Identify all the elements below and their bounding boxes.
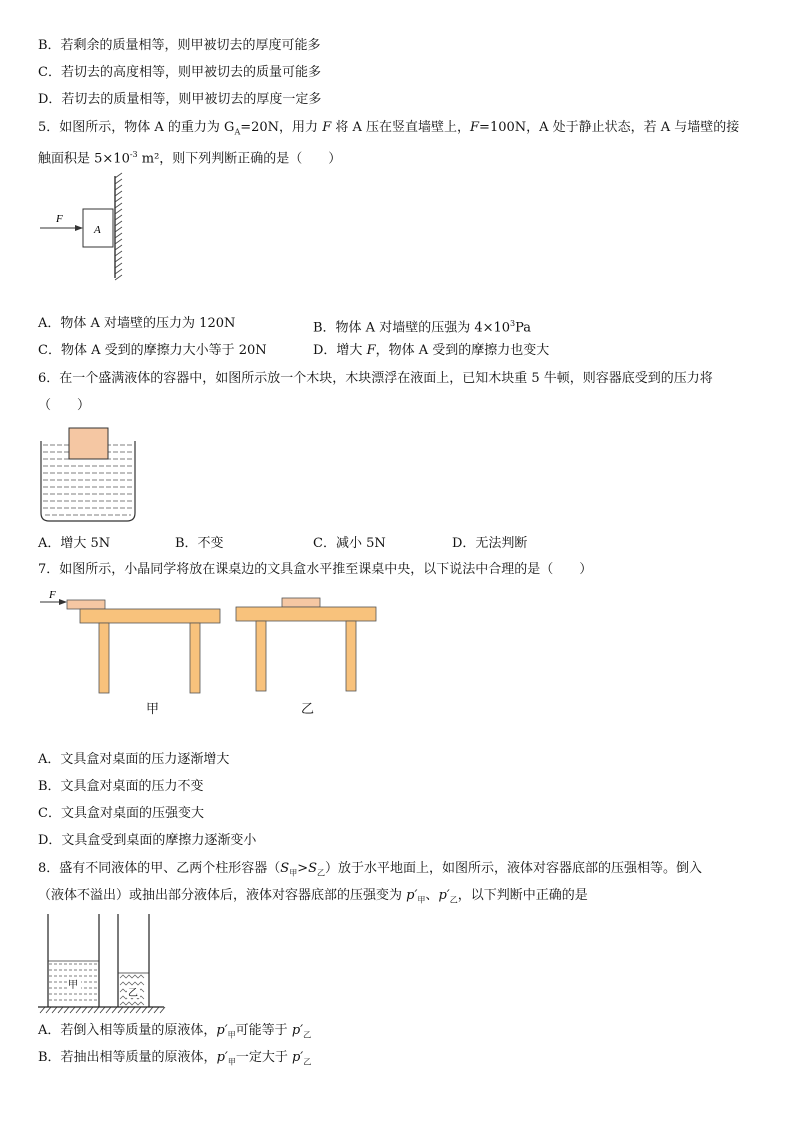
container-yi bbox=[118, 914, 149, 1007]
q4-option-b: B．若剩余的质量相等，则甲被切去的厚度可能多 bbox=[38, 38, 321, 53]
desk-yi bbox=[236, 598, 376, 691]
q7-option-c: C．文具盒对桌面的压强变大 bbox=[38, 806, 204, 821]
q8-containers-diagram bbox=[36, 912, 168, 1016]
q4-option-d: D．若切去的质量相等，则甲被切去的厚度一定多 bbox=[38, 92, 322, 107]
pencil-box-yi bbox=[282, 598, 320, 607]
desk-jia bbox=[67, 600, 220, 693]
label-jia: 甲 bbox=[68, 980, 78, 991]
q6-stem-line2: （ ） bbox=[38, 398, 91, 413]
q5-stem-line1: 5．如图所示，物体 A 的重力为 $G_A=20N$，用力 F 将 A 压在竖直墙壁上，F=100N，A 处于静止状态，若 A 与墙壁的接 bbox=[38, 120, 740, 137]
q6-container-diagram bbox=[38, 425, 138, 525]
label-a: A bbox=[94, 224, 101, 236]
pencil-box-jia bbox=[67, 600, 105, 609]
container-jia bbox=[48, 914, 99, 1007]
q8-stem-line2: （液体不溢出）或抽出部分液体后，液体对容器底部的压强变为 $p'_甲$、$p'_乙$，以下判断中正确的是 bbox=[38, 888, 588, 905]
caption-yi: 乙 bbox=[301, 702, 315, 717]
q4-option-c: C．若切去的高度相等，则甲被切去的质量可能多 bbox=[38, 65, 321, 80]
q5-option-b: B．物体 A 对墙壁的压强为 $4\times 10^3Pa$ bbox=[313, 319, 532, 336]
q5-wall-diagram bbox=[36, 172, 136, 282]
label-f: F bbox=[49, 589, 56, 601]
q7-option-d: D．文具盒受到桌面的摩擦力逐渐变小 bbox=[38, 833, 257, 848]
q7-stem: 7．如图所示，小晶同学将放在课桌边的文具盒水平推至课桌中央，以下说法中合理的是（ ） bbox=[38, 562, 593, 577]
q8-stem-line1: 8．盛有不同液体的甲、乙两个柱形容器$(S_甲>S_乙)$放于水平地面上，如图所示，液体对容器底部的压强相等。倒入 bbox=[38, 861, 703, 878]
q5-stem-line2: 触面积是 $5\times 10^{-3}$ m²，则下列判断正确的是（ ） bbox=[38, 150, 342, 167]
q7-option-a: A．文具盒对桌面的压力逐渐增大 bbox=[38, 752, 230, 767]
caption-jia: 甲 bbox=[146, 702, 160, 717]
label-yi: 乙 bbox=[128, 988, 138, 999]
q6-stem-line1: 6．在一个盛满液体的容器中，如图所示放一个木块，木块漂浮在液面上，已知木块重 5 牛顿，则容器底受到的压力将 bbox=[38, 371, 713, 386]
q7-option-b: B．文具盒对桌面的压力不变 bbox=[38, 779, 204, 794]
wood-block bbox=[69, 428, 108, 459]
q5-option-a: A．物体 A 对墙壁的压力为 120N bbox=[38, 316, 236, 331]
q5-option-d: D．增大 F，物体 A 受到的摩擦力也变大 bbox=[313, 343, 550, 358]
q6-option-d: D．无法判断 bbox=[452, 536, 528, 551]
label-f: F bbox=[56, 213, 63, 225]
q8-option-b: B．若抽出相等质量的原液体，$p'_甲$一定大于 $p'_乙$ bbox=[38, 1050, 312, 1067]
q8-option-a: A．若倒入相等质量的原液体，$p'_甲$可能等于 $p'_乙$ bbox=[38, 1023, 312, 1040]
q7-desk-diagram bbox=[36, 588, 386, 694]
q6-option-c: C．减小 5N bbox=[313, 536, 386, 551]
q6-option-b: B．不变 bbox=[175, 536, 224, 551]
q5-option-c: C．物体 A 受到的摩擦力大小等于 20N bbox=[38, 343, 267, 358]
q6-option-a: A．增大 5N bbox=[38, 536, 111, 551]
